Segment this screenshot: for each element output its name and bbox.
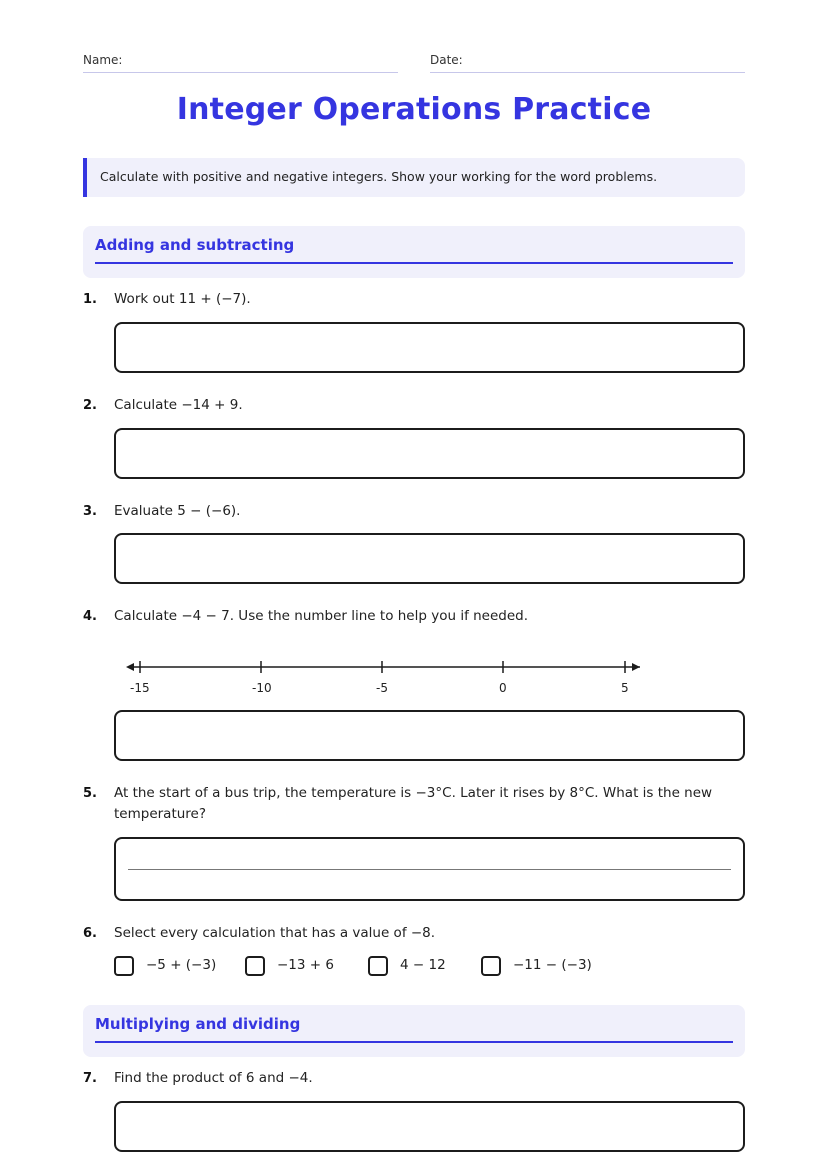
answer-box-1[interactable] (114, 322, 745, 373)
answer-box-5[interactable] (114, 837, 745, 901)
section-header-multiplying (83, 1005, 745, 1057)
question-number: 1. (83, 292, 97, 307)
question-number: 5. (83, 786, 97, 801)
question-text: Evaluate 5 − (−6). (114, 503, 241, 519)
answer-box-7[interactable] (114, 1101, 745, 1152)
question-text: Find the product of 6 and −4. (114, 1070, 313, 1086)
number-line (120, 656, 650, 678)
answer-box-3[interactable] (114, 533, 745, 584)
answer-box-4[interactable] (114, 710, 745, 761)
date-field[interactable] (430, 72, 745, 73)
question-text: Work out 11 + (−7). (114, 291, 251, 307)
tick-label: -15 (130, 681, 150, 695)
arrow-right-icon (632, 663, 640, 671)
section-title: Adding and subtracting (95, 236, 295, 254)
option-label: −13 + 6 (277, 957, 334, 973)
question-text: Select every calculation that has a value of −8. (114, 925, 436, 941)
option-checkbox-3[interactable] (368, 956, 388, 976)
answer-box-2[interactable] (114, 428, 745, 479)
option-checkbox-1[interactable] (114, 956, 134, 976)
instructions-box (83, 158, 745, 197)
tick-label: 0 (499, 681, 507, 695)
section-rule (95, 1041, 733, 1043)
page-title: Integer Operations Practice (176, 92, 652, 127)
instructions-text: Calculate with positive and negative integers. Show your working for the word problems. (100, 169, 658, 184)
question-number: 3. (83, 504, 97, 519)
working-line (128, 869, 731, 870)
question-number: 7. (83, 1071, 97, 1086)
section-header-adding (83, 226, 745, 278)
section-title: Multiplying and dividing (95, 1015, 301, 1033)
name-label: Name: (83, 53, 123, 67)
arrow-left-icon (126, 663, 134, 671)
question-text-line-2: temperature? (114, 806, 207, 822)
question-text: Calculate −14 + 9. (114, 397, 243, 413)
date-label: Date: (430, 53, 463, 67)
option-label: −5 + (−3) (146, 957, 217, 973)
option-label: 4 − 12 (400, 957, 446, 973)
question-number: 4. (83, 609, 97, 624)
name-field[interactable] (83, 72, 398, 73)
question-text-line-1: At the start of a bus trip, the temperature is −3°C. Later it rises by 8°C. What is the new (114, 785, 713, 801)
question-number: 6. (83, 926, 97, 941)
tick-label: 5 (621, 681, 629, 695)
tick-label: -10 (252, 681, 272, 695)
option-checkbox-2[interactable] (245, 956, 265, 976)
question-text: Calculate −4 − 7. Use the number line to help you if needed. (114, 608, 529, 624)
option-checkbox-4[interactable] (481, 956, 501, 976)
option-label: −11 − (−3) (513, 957, 592, 973)
section-rule (95, 262, 733, 264)
tick-label: -5 (376, 681, 388, 695)
question-number: 2. (83, 398, 97, 413)
